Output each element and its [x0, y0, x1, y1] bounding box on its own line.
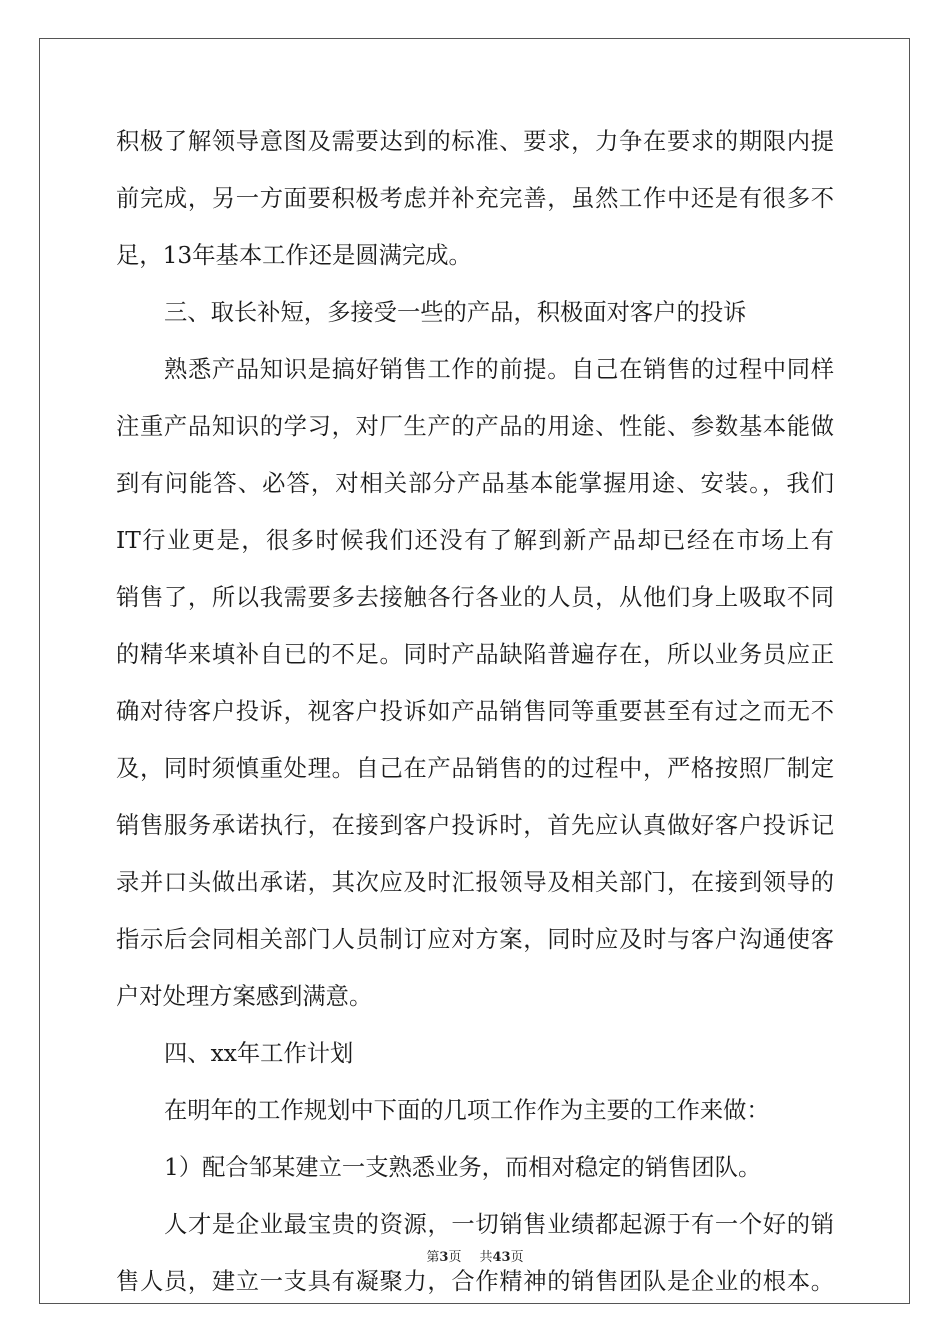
- text-line: 录并口头做出承诺，其次应及时汇报领导及相关部门，在接到领导的: [116, 869, 834, 896]
- page-prefix: 第: [426, 1250, 440, 1265]
- text-line: 人才是企业最宝贵的资源，一切销售业绩都起源于有一个好的销: [164, 1211, 834, 1238]
- page-number: 3: [439, 1250, 449, 1265]
- text-line: 注重产品知识的学习，对厂生产的产品的用途、性能、参数基本能做: [116, 413, 834, 440]
- page-footer: [0, 1246, 950, 1265]
- text-line: 积极了解领导意图及需要达到的标准、要求，力争在要求的期限内提: [116, 128, 834, 155]
- text-line: 熟悉产品知识是搞好销售工作的前提。自己在销售的过程中同样: [164, 356, 834, 383]
- text-line: 及，同时须慎重处理。自己在产品销售的的过程中，严格按照厂制定: [116, 755, 834, 782]
- text-line: 足，13年基本工作还是圆满完成。: [116, 242, 472, 269]
- text-line: 前完成，另一方面要积极考虑并补充完善，虽然工作中还是有很多不: [116, 185, 834, 212]
- page-suffix: 页: [448, 1250, 462, 1265]
- text-line: 确对待客户投诉，视客户投诉如产品销售同等重要甚至有过之而无不: [116, 698, 834, 725]
- total-pages: 43: [492, 1250, 511, 1265]
- text-line: 在明年的工作规划中下面的几项工作作为主要的工作来做：: [164, 1097, 770, 1124]
- section-heading: 三、取长补短，多接受一些的产品，积极面对客户的投诉: [164, 299, 747, 326]
- text-line: 到有问能答、必答，对相关部分产品基本能掌握用途、安装。，我们: [116, 470, 834, 497]
- total-suffix: 页: [510, 1250, 524, 1265]
- section-heading: 四、xx年工作计划: [164, 1040, 354, 1067]
- text-line: 户对处理方案感到满意。: [116, 983, 373, 1010]
- text-line: 销售服务承诺执行，在接到客户投诉时，首先应认真做好客户投诉记: [116, 812, 834, 839]
- text-line: 销售了，所以我需要多去接触各行各业的人员，从他们身上吸取不同: [116, 584, 834, 611]
- list-item: 1）配合邹某建立一支熟悉业务，而相对稳定的销售团队。: [164, 1154, 762, 1181]
- text-line: 指示后会同相关部门人员制订应对方案，同时应及时与客户沟通使客: [116, 926, 834, 953]
- text-line: IT行业更是，很多时候我们还没有了解到新产品却已经在市场上有: [116, 527, 834, 554]
- text-line: 售人员，建立一支具有凝聚力，合作精神的销售团队是企业的根本。: [116, 1268, 834, 1295]
- total-prefix: 共: [479, 1250, 493, 1265]
- text-line: 的精华来填补自已的不足。同时产品缺陷普遍存在，所以业务员应正: [116, 641, 834, 668]
